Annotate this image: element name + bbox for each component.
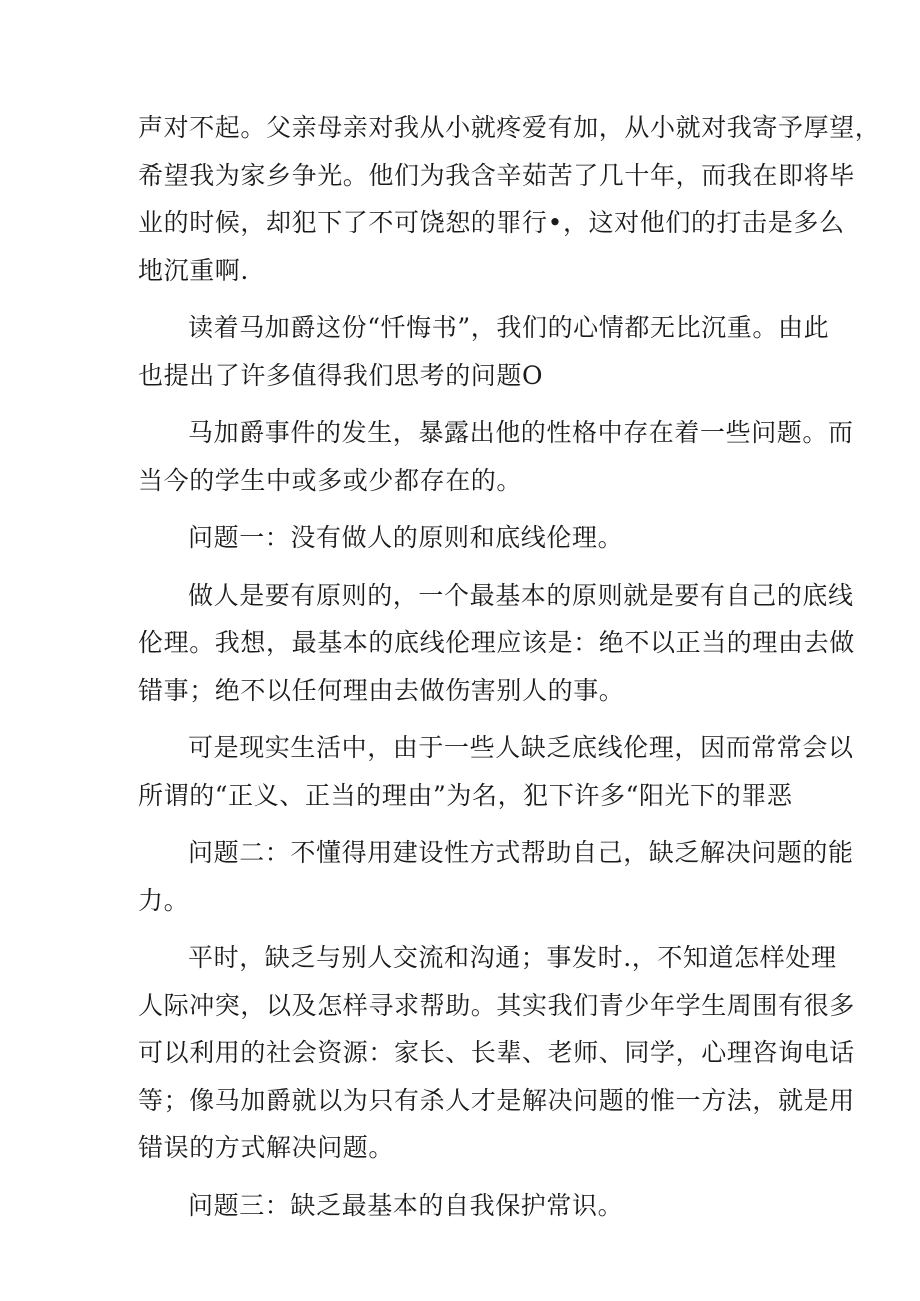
text-line: 希望我为家乡争光。他们为我含辛茹苦了几十年，而我在即将毕 <box>138 160 855 190</box>
text-line: 等；像马加爵就以为只有杀人才是解决问题的惟一方法，就是用 <box>138 1085 855 1115</box>
text-line: 做人是要有原则的，一个最基本的原则就是要有自己的底线 <box>188 580 854 610</box>
paragraph <box>138 1182 788 1230</box>
text-line: 地沉重啊. <box>138 255 249 285</box>
paragraph <box>138 572 855 715</box>
paragraph <box>138 304 830 399</box>
text-line: 问题二：不懂得用建设性方式帮助自己，缺乏解决问题的能 <box>188 838 854 867</box>
paragraph <box>138 829 854 924</box>
text-line: 也提出了许多值得我们思考的问题O <box>138 360 544 390</box>
text-line: 当今的学生中或多或少都存在的。 <box>138 465 523 495</box>
text-line: 读着马加爵这份“忏悔书”，我们的心情都无比沉重。由此 <box>188 313 830 342</box>
document-body <box>138 104 881 1229</box>
text-line: 力。 <box>138 885 190 915</box>
text-line: 人际冲突，以及怎样寻求帮助。其实我们青少年学生周围有很多 <box>138 990 855 1020</box>
text-line: 可是现实生活中，由于一些人缺乏底线伦理，因而常常会以 <box>188 733 854 762</box>
text-line: 所谓的“正义、正当的理由”为名，犯下许多“阳光下的罪恶 <box>138 780 793 810</box>
text-line: 伦理。我想，最基本的底线伦理应该是：绝不以正当的理由去做 <box>138 628 855 657</box>
paragraph <box>138 514 788 562</box>
paragraph <box>138 104 881 294</box>
paragraph <box>138 409 854 504</box>
paragraph <box>138 934 855 1172</box>
text-line: 错事；绝不以任何理由去做伤害别人的事。 <box>138 675 625 705</box>
text-line: 平时，缺乏与别人交流和沟通；事发时.，不知道怎样处理 <box>188 943 837 972</box>
text-line: 错误的方式解决问题。 <box>138 1133 395 1162</box>
text-line: 问题三：缺乏最基本的自我保护常识。 <box>188 1190 624 1220</box>
text-line: 可以利用的社会资源：家长、长辈、老师、同学，心理咨询电话 <box>138 1038 855 1067</box>
text-line: 业的时候，却犯下了不可饶恕的罪行•，这对他们的打击是多么 <box>138 208 845 237</box>
paragraph <box>138 724 854 819</box>
text-line: 声对不起。父亲母亲对我从小就疼爱有加，从小就对我寄予厚望， <box>138 113 881 142</box>
text-line: 马加爵事件的发生，暴露出他的性格中存在着一些问题。而 <box>188 418 854 447</box>
text-line: 问题一：没有做人的原则和底线伦理。 <box>188 523 624 552</box>
